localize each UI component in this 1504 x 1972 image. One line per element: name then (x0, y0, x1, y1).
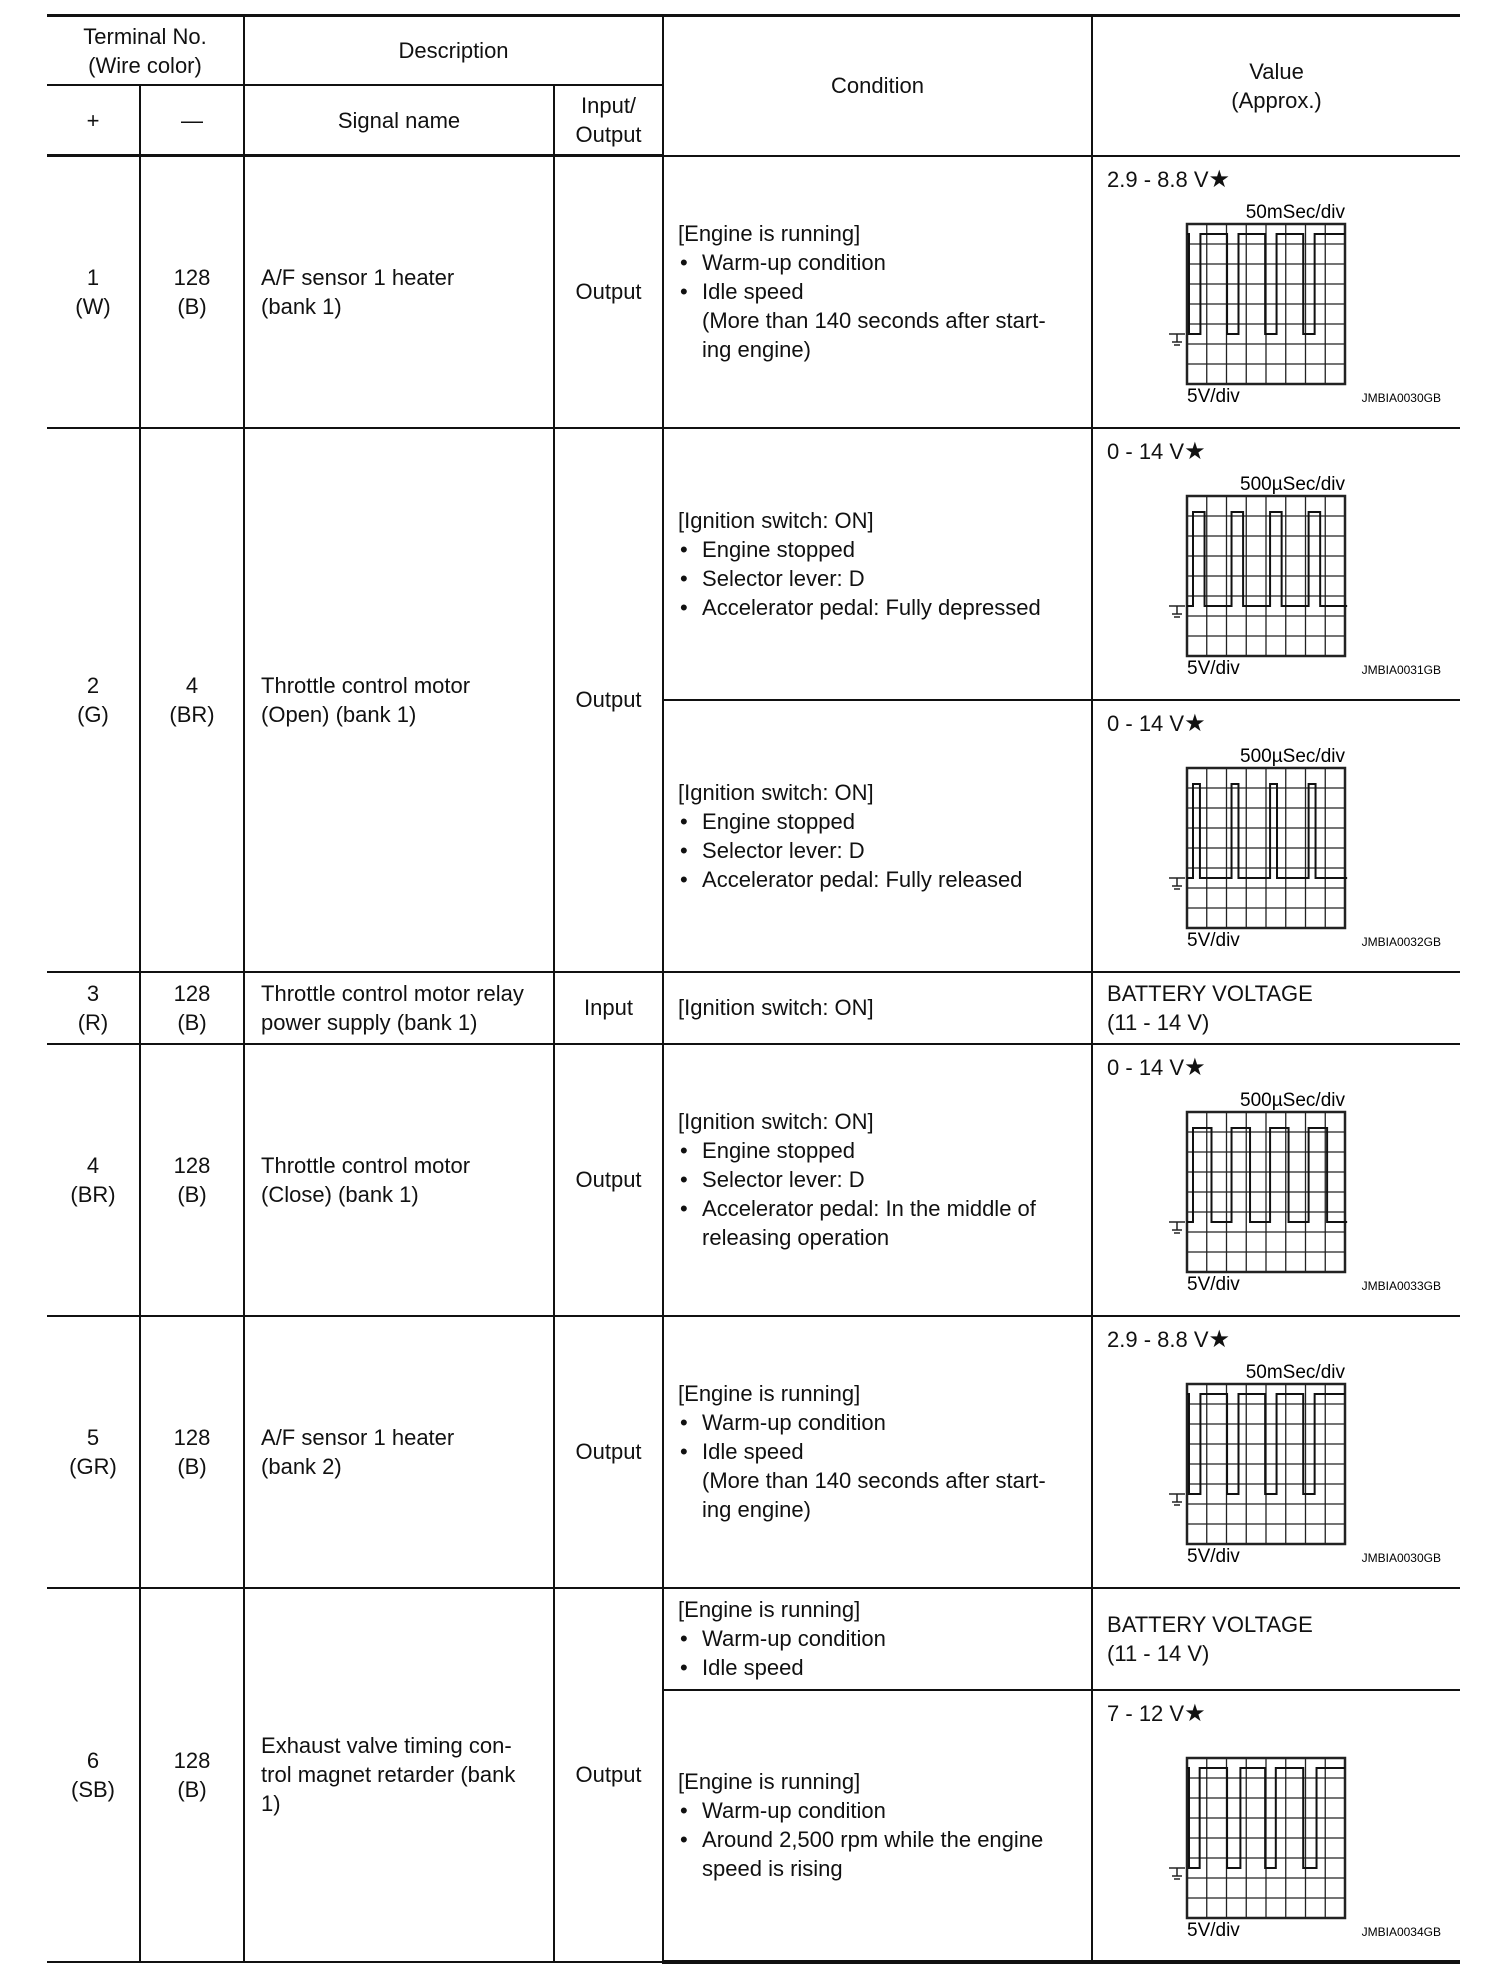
value-text: (11 - 14 V) (1107, 1009, 1210, 1035)
value-cell (1092, 1588, 1460, 1690)
condition-header: Condition (663, 16, 1092, 156)
figure-code: JMBIA0032GB (1361, 934, 1442, 949)
value-cell (1092, 1044, 1460, 1316)
value-header: Value (Approx.) (1092, 16, 1460, 156)
value-text: BATTERY VOLTAGE (1107, 980, 1313, 1006)
table-row (47, 156, 1460, 428)
list-item: • Accelerator pedal: In the middle of (678, 1194, 1077, 1223)
volt-div-label: 5V/div (1187, 1273, 1240, 1295)
signal-name-header: Signal name (244, 85, 554, 156)
ground-icon (1169, 1868, 1185, 1879)
signal-name: Throttle control motor relay power supply (bank 1) (244, 972, 554, 1044)
table-row (47, 972, 1460, 1044)
scope-grid (1187, 496, 1345, 656)
value-text: 0 - 14 V (1107, 710, 1185, 736)
list-item: • Around 2,500 rpm while the engine (678, 1825, 1077, 1854)
value-text: 2.9 - 8.8 V (1107, 166, 1209, 192)
io-type: Output (554, 156, 663, 428)
condition: [Engine is running] • Warm-up condition • Idle speed (More than 140 seconds after start- ing engine) (663, 1316, 1092, 1588)
list-item: • Idle speed (678, 277, 1077, 306)
list-item: • Accelerator pedal: Fully released (678, 865, 1077, 894)
condition: [Ignition switch: ON] • Engine stopped • Selector lever: D • Accelerator pedal: Fully released (663, 700, 1092, 972)
star-icon: ★ (1184, 1053, 1206, 1081)
table-row (47, 1316, 1460, 1588)
figure-code: JMBIA0033GB (1361, 1278, 1442, 1293)
condition: [Engine is running] • Warm-up condition • Around 2,500 rpm while the engine speed is rising (663, 1690, 1092, 1962)
value-cell (1092, 1690, 1460, 1962)
waveform-line (1187, 784, 1347, 878)
oscilloscope-graph (1143, 738, 1443, 970)
figure-code: JMBIA0031GB (1361, 662, 1442, 677)
plus-terminal: 5 (GR) (47, 1316, 140, 1588)
plus-terminal: 1 (W) (47, 156, 140, 428)
minus-terminal: 128 (B) (140, 1316, 244, 1588)
plus-terminal: 2 (G) (47, 428, 140, 972)
description-header: Description (244, 16, 663, 86)
star-icon: ★ (1184, 437, 1206, 465)
list-item: • Accelerator pedal: Fully depressed (678, 593, 1077, 622)
value-text: 0 - 14 V (1107, 1054, 1185, 1080)
signal-name: Throttle control motor (Open) (bank 1) (244, 428, 554, 972)
table-row (47, 1588, 1460, 1690)
list-item: • Engine stopped (678, 535, 1077, 564)
figure-code: JMBIA0034GB (1361, 1924, 1442, 1939)
ground-icon (1169, 1222, 1185, 1233)
figure-code: JMBIA0030GB (1361, 390, 1442, 405)
io-type: Output (554, 1316, 663, 1588)
star-icon: ★ (1208, 1325, 1231, 1353)
minus-terminal: 4 (BR) (140, 428, 244, 972)
ground-icon (1169, 334, 1185, 345)
plus-terminal: 4 (BR) (47, 1044, 140, 1316)
value-cell (1092, 972, 1460, 1044)
volt-div-label: 5V/div (1187, 657, 1240, 679)
time-div-label: 500µSec/div (1240, 745, 1346, 767)
star-icon: ★ (1208, 165, 1231, 193)
list-item: • Warm-up condition (678, 1796, 1077, 1825)
list-item: • Warm-up condition (678, 1408, 1077, 1437)
signal-name: Exhaust valve timing con- trol magnet retarder (bank 1) (244, 1588, 554, 1962)
signal-name: Throttle control motor (Close) (bank 1) (244, 1044, 554, 1316)
figure-code: JMBIA0030GB (1361, 1550, 1442, 1565)
list-item: • Selector lever: D (678, 564, 1077, 593)
io-type: Input (554, 972, 663, 1044)
minus-terminal: 128 (B) (140, 1044, 244, 1316)
list-item: • Warm-up condition (678, 248, 1077, 277)
ground-icon (1169, 606, 1185, 617)
minus-terminal: 128 (B) (140, 972, 244, 1044)
plus-header: + (47, 85, 140, 156)
signal-name: A/F sensor 1 heater (bank 2) (244, 1316, 554, 1588)
plus-terminal: 3 (R) (47, 972, 140, 1044)
oscilloscope-graph (1143, 1354, 1443, 1586)
star-icon: ★ (1184, 1699, 1206, 1727)
waveform-line (1187, 512, 1347, 606)
oscilloscope-graph (1143, 194, 1443, 426)
time-div-label: 500µSec/div (1240, 1089, 1346, 1111)
time-div-label: 50mSec/div (1245, 1361, 1346, 1383)
condition: [Ignition switch: ON] (663, 972, 1092, 1044)
list-item: • Engine stopped (678, 1136, 1077, 1165)
ground-icon (1169, 1494, 1185, 1505)
condition: [Ignition switch: ON] • Engine stopped • Selector lever: D • Accelerator pedal: In the middle of releasing operation (663, 1044, 1092, 1316)
value-text: (11 - 14 V) (1107, 1640, 1210, 1666)
input-output-header: Input/ Output (554, 85, 663, 156)
star-icon: ★ (1184, 709, 1206, 737)
io-type: Output (554, 1588, 663, 1962)
value-cell (1092, 700, 1460, 972)
condition: [Engine is running] • Warm-up condition • Idle speed (663, 1588, 1092, 1690)
volt-div-label: 5V/div (1187, 1919, 1240, 1941)
oscilloscope-graph (1143, 466, 1443, 698)
minus-terminal: 128 (B) (140, 1588, 244, 1962)
value-text: 2.9 - 8.8 V (1107, 1326, 1209, 1352)
condition: [Ignition switch: ON] • Engine stopped • Selector lever: D • Accelerator pedal: Fully depressed (663, 428, 1092, 700)
terminal-table (47, 14, 1460, 1964)
volt-div-label: 5V/div (1187, 929, 1240, 951)
condition: [Engine is running] • Warm-up condition • Idle speed (More than 140 seconds after start- ing engine) (663, 156, 1092, 428)
minus-header: — (140, 85, 244, 156)
volt-div-label: 5V/div (1187, 385, 1240, 407)
plus-terminal: 6 (SB) (47, 1588, 140, 1962)
value-cell (1092, 156, 1460, 428)
value-text: BATTERY VOLTAGE (1107, 1611, 1313, 1637)
value-text: 7 - 12 V (1107, 1700, 1185, 1726)
volt-div-label: 5V/div (1187, 1545, 1240, 1567)
value-cell (1092, 1316, 1460, 1588)
table-row (47, 428, 1460, 700)
scope-grid (1187, 768, 1345, 928)
value-text: 0 - 14 V (1107, 438, 1185, 464)
list-item: • Selector lever: D (678, 836, 1077, 865)
list-item: • Idle speed (678, 1437, 1077, 1466)
oscilloscope-graph (1143, 1728, 1443, 1960)
minus-terminal: 128 (B) (140, 156, 244, 428)
list-item: • Warm-up condition (678, 1624, 1077, 1653)
signal-name: A/F sensor 1 heater (bank 1) (244, 156, 554, 428)
ground-icon (1169, 878, 1185, 889)
time-div-label: 500µSec/div (1240, 473, 1346, 495)
oscilloscope-graph (1143, 1082, 1443, 1314)
list-item: • Selector lever: D (678, 1165, 1077, 1194)
time-div-label: 50mSec/div (1245, 201, 1346, 223)
waveform-line (1187, 1128, 1347, 1222)
table-row (47, 1044, 1460, 1316)
io-type: Output (554, 428, 663, 972)
list-item: • Engine stopped (678, 807, 1077, 836)
io-type: Output (554, 1044, 663, 1316)
terminal-no-header: Terminal No. (Wire color) (47, 16, 244, 86)
value-cell (1092, 428, 1460, 700)
list-item: • Idle speed (678, 1653, 1077, 1682)
